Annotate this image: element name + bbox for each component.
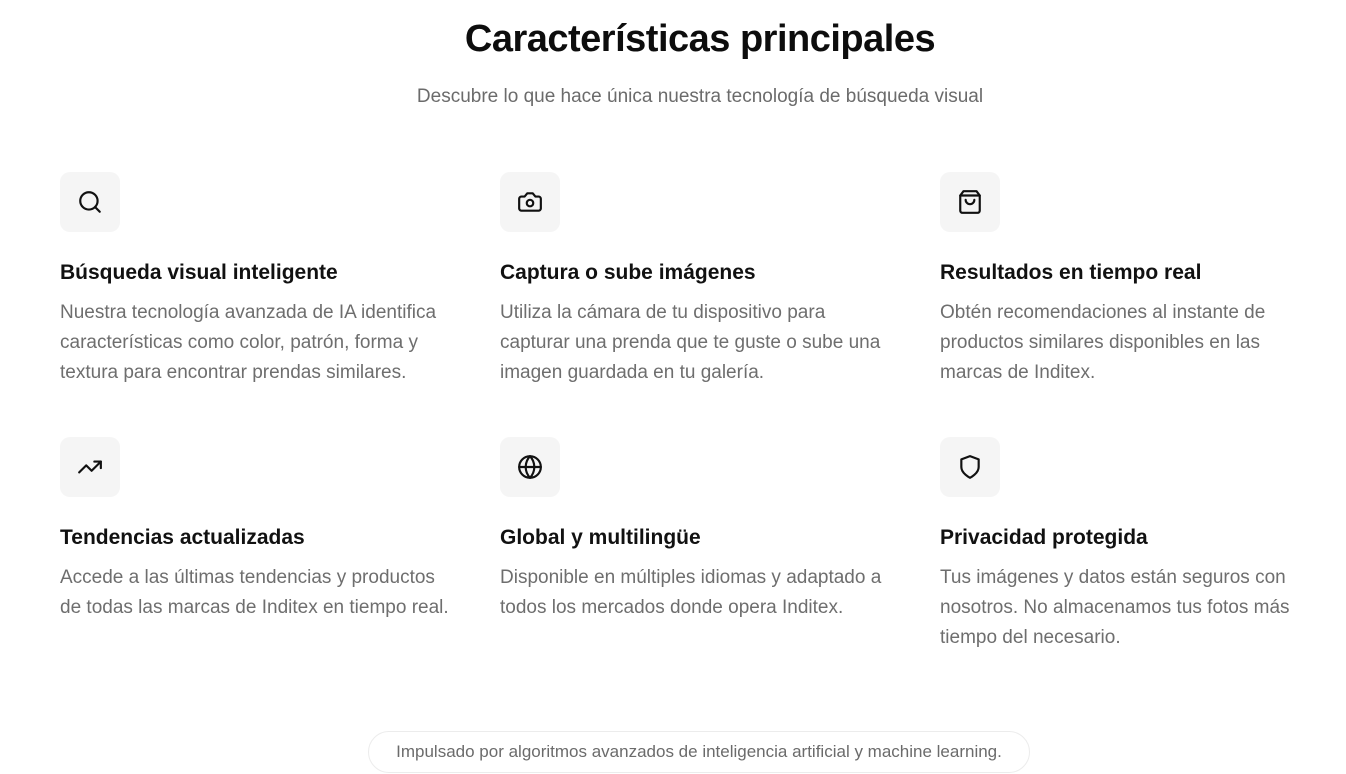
search-icon <box>77 189 103 215</box>
feature-description: Nuestra tecnología avanzada de IA identifica características como color, patrón, forma y textura para encontrar prendas similares. <box>60 302 437 383</box>
feature-title: Resultados en tiempo real <box>940 261 1202 284</box>
feature-card <box>940 172 1320 388</box>
shopping-bag-icon <box>957 189 983 215</box>
feature-card <box>500 437 900 623</box>
section-subtitle: Descubre lo que hace única nuestra tecnología de búsqueda visual <box>416 86 984 107</box>
camera-icon <box>517 189 543 215</box>
globe-icon <box>517 454 543 480</box>
feature-description: Disponible en múltiples idiomas y adaptado a todos los mercados donde opera Inditex. <box>500 567 882 618</box>
trending-up-icon <box>77 454 103 480</box>
feature-description: Utiliza la cámara de tu dispositivo para capturar una prenda que te guste o sube una imagen guardada en tu galería. <box>500 302 881 383</box>
footer-note-text: Impulsado por algoritmos avanzados de inteligencia artificial y machine learning. <box>396 742 1002 761</box>
feature-description: Accede a las últimas tendencias y productos de todas las marcas de Inditex en tiempo real. <box>60 567 449 618</box>
feature-card <box>940 437 1320 653</box>
footer-note-badge <box>368 731 1030 773</box>
feature-title: Tendencias actualizadas <box>60 526 305 549</box>
feature-title: Captura o sube imágenes <box>500 261 756 284</box>
feature-card <box>60 437 460 623</box>
feature-card <box>60 172 460 388</box>
feature-icon-box <box>940 437 1000 497</box>
feature-icon-box <box>60 437 120 497</box>
feature-card <box>500 172 900 388</box>
section-title: Características principales <box>464 18 936 60</box>
feature-description: Obtén recomendaciones al instante de productos similares disponibles en las marcas de Inditex. <box>940 302 1266 383</box>
feature-title: Búsqueda visual inteligente <box>60 261 338 284</box>
feature-title: Global y multilingüe <box>500 526 701 549</box>
feature-icon-box <box>500 437 560 497</box>
feature-icon-box <box>940 172 1000 232</box>
feature-icon-box <box>500 172 560 232</box>
shield-icon <box>957 454 983 480</box>
feature-title: Privacidad protegida <box>940 526 1148 549</box>
feature-description: Tus imágenes y datos están seguros con nosotros. No almacenamos tus fotos más tiempo del necesario. <box>940 567 1290 648</box>
feature-icon-box <box>60 172 120 232</box>
